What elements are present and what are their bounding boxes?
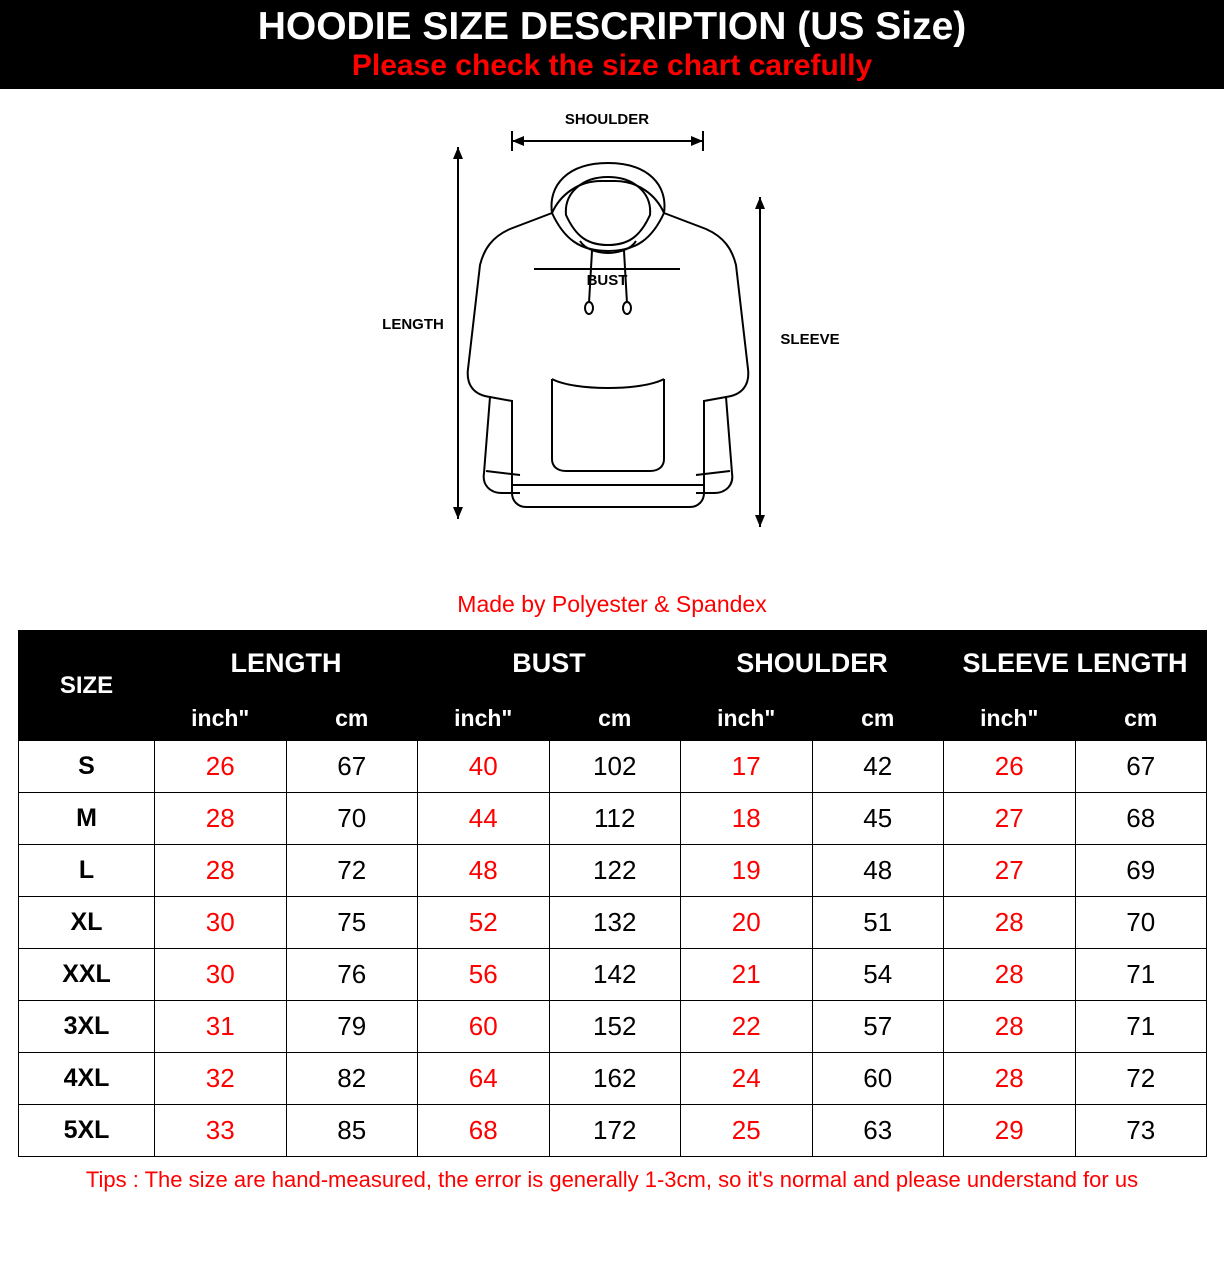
cell-shoulder-cm: 48	[812, 845, 944, 897]
cell-sleeve-inch: 27	[944, 845, 1076, 897]
cell-length-inch: 30	[155, 949, 287, 1001]
cell-length-inch: 28	[155, 845, 287, 897]
unit-bust-cm: cm	[549, 697, 681, 741]
table-row	[19, 897, 1207, 949]
cell-shoulder-cm: 45	[812, 793, 944, 845]
size-table-wrap	[0, 630, 1224, 1157]
header-size: SIZE	[19, 631, 155, 741]
cell-bust-cm: 102	[549, 741, 681, 793]
cell-shoulder-inch: 22	[681, 1001, 813, 1053]
page-title: HOODIE SIZE DESCRIPTION (US Size)	[257, 5, 967, 48]
cell-shoulder-cm: 51	[812, 897, 944, 949]
unit-sleeve-inch: inch"	[944, 697, 1076, 741]
cell-bust-cm: 142	[549, 949, 681, 1001]
cell-length-cm: 79	[286, 1001, 418, 1053]
cell-length-cm: 70	[286, 793, 418, 845]
cell-length-inch: 30	[155, 897, 287, 949]
cell-bust-inch: 68	[418, 1105, 550, 1157]
table-row	[19, 1053, 1207, 1105]
cell-bust-inch: 60	[418, 1001, 550, 1053]
cell-bust-cm: 172	[549, 1105, 681, 1157]
cell-sleeve-cm: 73	[1075, 1105, 1207, 1157]
cell-shoulder-inch: 25	[681, 1105, 813, 1157]
cell-sleeve-cm: 69	[1075, 845, 1207, 897]
hoodie-diagram	[0, 89, 1224, 589]
cell-shoulder-inch: 20	[681, 897, 813, 949]
cell-bust-cm: 122	[549, 845, 681, 897]
cell-sleeve-cm: 68	[1075, 793, 1207, 845]
cell-shoulder-inch: 18	[681, 793, 813, 845]
cell-sleeve-inch: 28	[944, 897, 1076, 949]
unit-shoulder-inch: inch"	[681, 697, 813, 741]
cell-length-inch: 28	[155, 793, 287, 845]
cell-sleeve-cm: 72	[1075, 1053, 1207, 1105]
cell-bust-cm: 152	[549, 1001, 681, 1053]
label-length: LENGTH	[382, 316, 444, 334]
unit-sleeve-cm: cm	[1075, 697, 1207, 741]
cell-sleeve-cm: 67	[1075, 741, 1207, 793]
cell-sleeve-inch: 28	[944, 1001, 1076, 1053]
cell-length-cm: 72	[286, 845, 418, 897]
cell-shoulder-inch: 19	[681, 845, 813, 897]
cell-shoulder-inch: 21	[681, 949, 813, 1001]
cell-bust-inch: 44	[418, 793, 550, 845]
unit-length-cm: cm	[286, 697, 418, 741]
cell-sleeve-cm: 71	[1075, 1001, 1207, 1053]
cell-length-inch: 31	[155, 1001, 287, 1053]
header-bust: BUST	[418, 631, 681, 697]
cell-sleeve-cm: 71	[1075, 949, 1207, 1001]
cell-shoulder-cm: 57	[812, 1001, 944, 1053]
table-row	[19, 793, 1207, 845]
cell-bust-inch: 56	[418, 949, 550, 1001]
cell-bust-cm: 162	[549, 1053, 681, 1105]
row-size-label: M	[19, 793, 155, 845]
cell-sleeve-cm: 70	[1075, 897, 1207, 949]
row-size-label: 5XL	[19, 1105, 155, 1157]
cell-length-cm: 67	[286, 741, 418, 793]
table-row	[19, 1001, 1207, 1053]
cell-bust-inch: 52	[418, 897, 550, 949]
cell-bust-inch: 48	[418, 845, 550, 897]
page-subtitle: Please check the size chart carefully	[351, 48, 873, 82]
unit-bust-inch: inch"	[418, 697, 550, 741]
table-row	[19, 949, 1207, 1001]
cell-bust-inch: 64	[418, 1053, 550, 1105]
cell-shoulder-inch: 24	[681, 1053, 813, 1105]
cell-shoulder-cm: 60	[812, 1053, 944, 1105]
row-size-label: 4XL	[19, 1053, 155, 1105]
row-size-label: S	[19, 741, 155, 793]
cell-length-inch: 26	[155, 741, 287, 793]
label-sleeve: SLEEVE	[780, 331, 840, 349]
label-shoulder: SHOULDER	[564, 111, 650, 129]
cell-sleeve-inch: 26	[944, 741, 1076, 793]
cell-length-cm: 82	[286, 1053, 418, 1105]
table-header-groups	[19, 631, 1207, 697]
cell-sleeve-inch: 28	[944, 949, 1076, 1001]
cell-length-cm: 85	[286, 1105, 418, 1157]
cell-shoulder-inch: 17	[681, 741, 813, 793]
header-shoulder: SHOULDER	[681, 631, 944, 697]
table-row	[19, 741, 1207, 793]
tips-note: Tips : The size are hand-measured, the error is generally 1-3cm, so it's normal and please understand for us	[85, 1167, 1139, 1193]
cell-sleeve-inch: 28	[944, 1053, 1076, 1105]
cell-shoulder-cm: 54	[812, 949, 944, 1001]
row-size-label: 3XL	[19, 1001, 155, 1053]
row-size-label: XL	[19, 897, 155, 949]
table-row	[19, 1105, 1207, 1157]
size-table	[18, 630, 1207, 1157]
unit-length-inch: inch"	[155, 697, 287, 741]
cell-shoulder-cm: 42	[812, 741, 944, 793]
hoodie-illustration-svg	[0, 89, 1224, 589]
row-size-label: L	[19, 845, 155, 897]
cell-bust-cm: 112	[549, 793, 681, 845]
cell-sleeve-inch: 27	[944, 793, 1076, 845]
row-size-label: XXL	[19, 949, 155, 1001]
cell-shoulder-cm: 63	[812, 1105, 944, 1157]
cell-length-inch: 32	[155, 1053, 287, 1105]
cell-length-cm: 76	[286, 949, 418, 1001]
cell-bust-inch: 40	[418, 741, 550, 793]
cell-length-inch: 33	[155, 1105, 287, 1157]
header-sleeve-length: SLEEVE LENGTH	[944, 631, 1207, 697]
table-row	[19, 845, 1207, 897]
header-length: LENGTH	[155, 631, 418, 697]
cell-sleeve-inch: 29	[944, 1105, 1076, 1157]
cell-length-cm: 75	[286, 897, 418, 949]
header-banner	[0, 0, 1224, 89]
unit-shoulder-cm: cm	[812, 697, 944, 741]
material-note: Made by Polyester & Spandex	[457, 591, 767, 618]
label-bust: BUST	[586, 272, 628, 290]
table-header-units	[19, 697, 1207, 741]
cell-bust-cm: 132	[549, 897, 681, 949]
